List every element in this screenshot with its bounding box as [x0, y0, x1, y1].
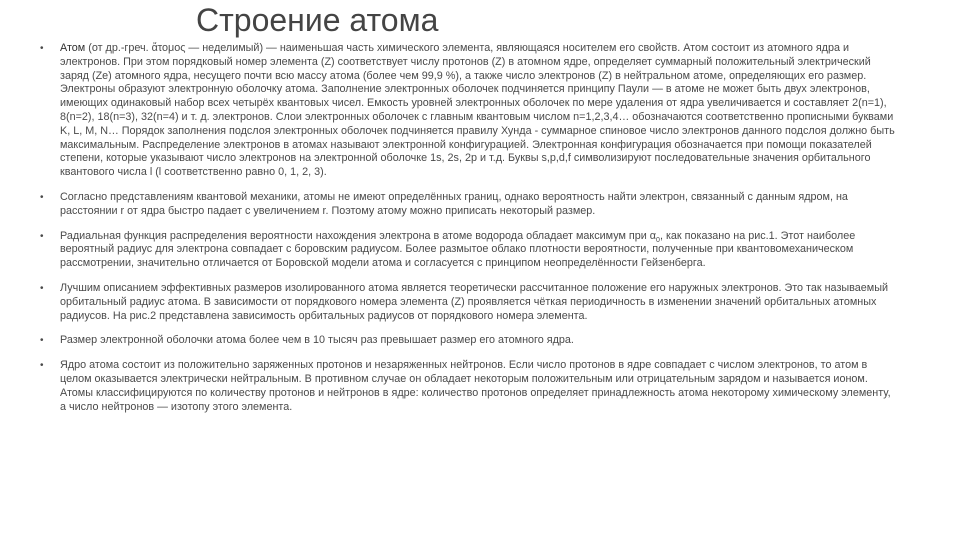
- bullet-text: Размер электронной оболочки атома более чем в 10 тысяч раз превышает размер его атомного ядра.: [60, 334, 574, 347]
- bullet-shell-size: [36, 334, 898, 348]
- bullet-icon: •: [40, 360, 44, 372]
- bullet-list: [36, 42, 898, 425]
- bullet-radial-distribution: [36, 230, 898, 271]
- bullet-icon: •: [40, 335, 44, 347]
- bullet-icon: •: [40, 43, 44, 54]
- bullet-icon: •: [40, 282, 44, 294]
- bullet-atom-definition: [36, 42, 898, 180]
- bullet-nucleus: [36, 359, 898, 414]
- bullet-text: Ядро атома состоит из положительно заряженных протонов и незаряженных нейтронов. Если число протонов в ядре совпадает с числом электронов, то атом в целом оказывается электрически нейтральным. В противном случае он обладает некоторым положительным или отрицательным зарядом и называется ионом. Атомы классифицируются по количеству протонов и нейтронов в ядре: количество протонов определяет принадлежность атома некоторому химическому элементу, а число нейтронов — изотопу этого элемента.: [60, 359, 891, 413]
- bullet-icon: •: [40, 191, 44, 203]
- term-atom: Атом: [60, 42, 86, 54]
- bullet-orbital-radius: [36, 282, 898, 323]
- bullet-subscript: 0: [656, 236, 660, 244]
- bullet-text-before: Радиальная функция распределения вероятности нахождения электрона в атоме водорода обладает максимум при α: [60, 229, 657, 242]
- bullet-text: (от др.-греч. ἄτομος — неделимый) — наименьшая часть химического элемента, являющаяся носителем его свойств. Атом состоит из атомного ядра и электронов. При этом порядковый номер элемента (Z) соответствует числу протонов (Z) в атомном ядре, определяет суммарный положительный электрический заряд (Ze) атомного ядра, несущего почти всю массу атома (более чем 99,9 %), а также число электронов (Z) в нейтральном атоме, определяющих его размер. Электроны образуют электронную оболочку атома. Заполнение электронных оболочек подчиняется принципу Паули — в атоме не может быть двух электронов, имеющих одинаковый набор всех четырёх квантовых чисел. Емкость уровней электронных оболочек по мере удаления от ядра увеличивается и составляет 2(n=1), 8(n=2), 18(n=3), 32(n=4) и т. д. электронов. Слои электронных оболочек с главным квантовым числом n=1,2,3,4… обозначаются соответственно прописными буквами K, L, M, N… Порядок заполнения подслоя электронных оболочек подчиняется правилу Хунда - суммарное спиновое число электронов данного подслоя должно быть максимальным. Распределение электронов в атомах называют электронной конфигурацией. Электронная конфигурация обозначается при помощи показателей степени, которые указывают число электронов на электронной оболочке 1s, 2s, 2p и т.д. Буквы s,p,d,f символизируют последовательные значения орбитального квантового числа l (l соответственно равно 0, 1, 2, 3).: [60, 42, 895, 179]
- bullet-quantum-boundaries: [36, 191, 898, 219]
- bullet-text: Согласно представлениям квантовой механики, атомы не имеют определённых границ, однако вероятность найти электрон, связанный с данным ядром, на расстоянии r от ядра быстро падает с увеличением r. Поэтому атому можно приписать некоторый размер.: [60, 190, 848, 217]
- bullet-icon: •: [40, 230, 44, 242]
- slide-title: Строение атома: [196, 2, 439, 38]
- bullet-text: Лучшим описанием эффективных размеров изолированного атома является теоретически рассчитанное положение его наружных электронов. Это так называемый орбитальный радиус атома. В зависимости от порядкового номера элемента (Z) проявляется чёткая периодичность в изменении значений орбитальных атомных радиусов. На рис.2 представлена зависимость орбитальных радиусов от порядкового номера элемента.: [60, 281, 888, 322]
- bullet-text-after: , как показано на рис.1. Этот наиболее вероятный радиус для электрона совпадает с боровским радиусом. Более размытое облако плотности вероятности, полученные при квантовомеханическом рассмотрении, значительно отличается от Боровской модели атома и согласуется с принципом неопределённости Гейзенберга.: [60, 229, 856, 270]
